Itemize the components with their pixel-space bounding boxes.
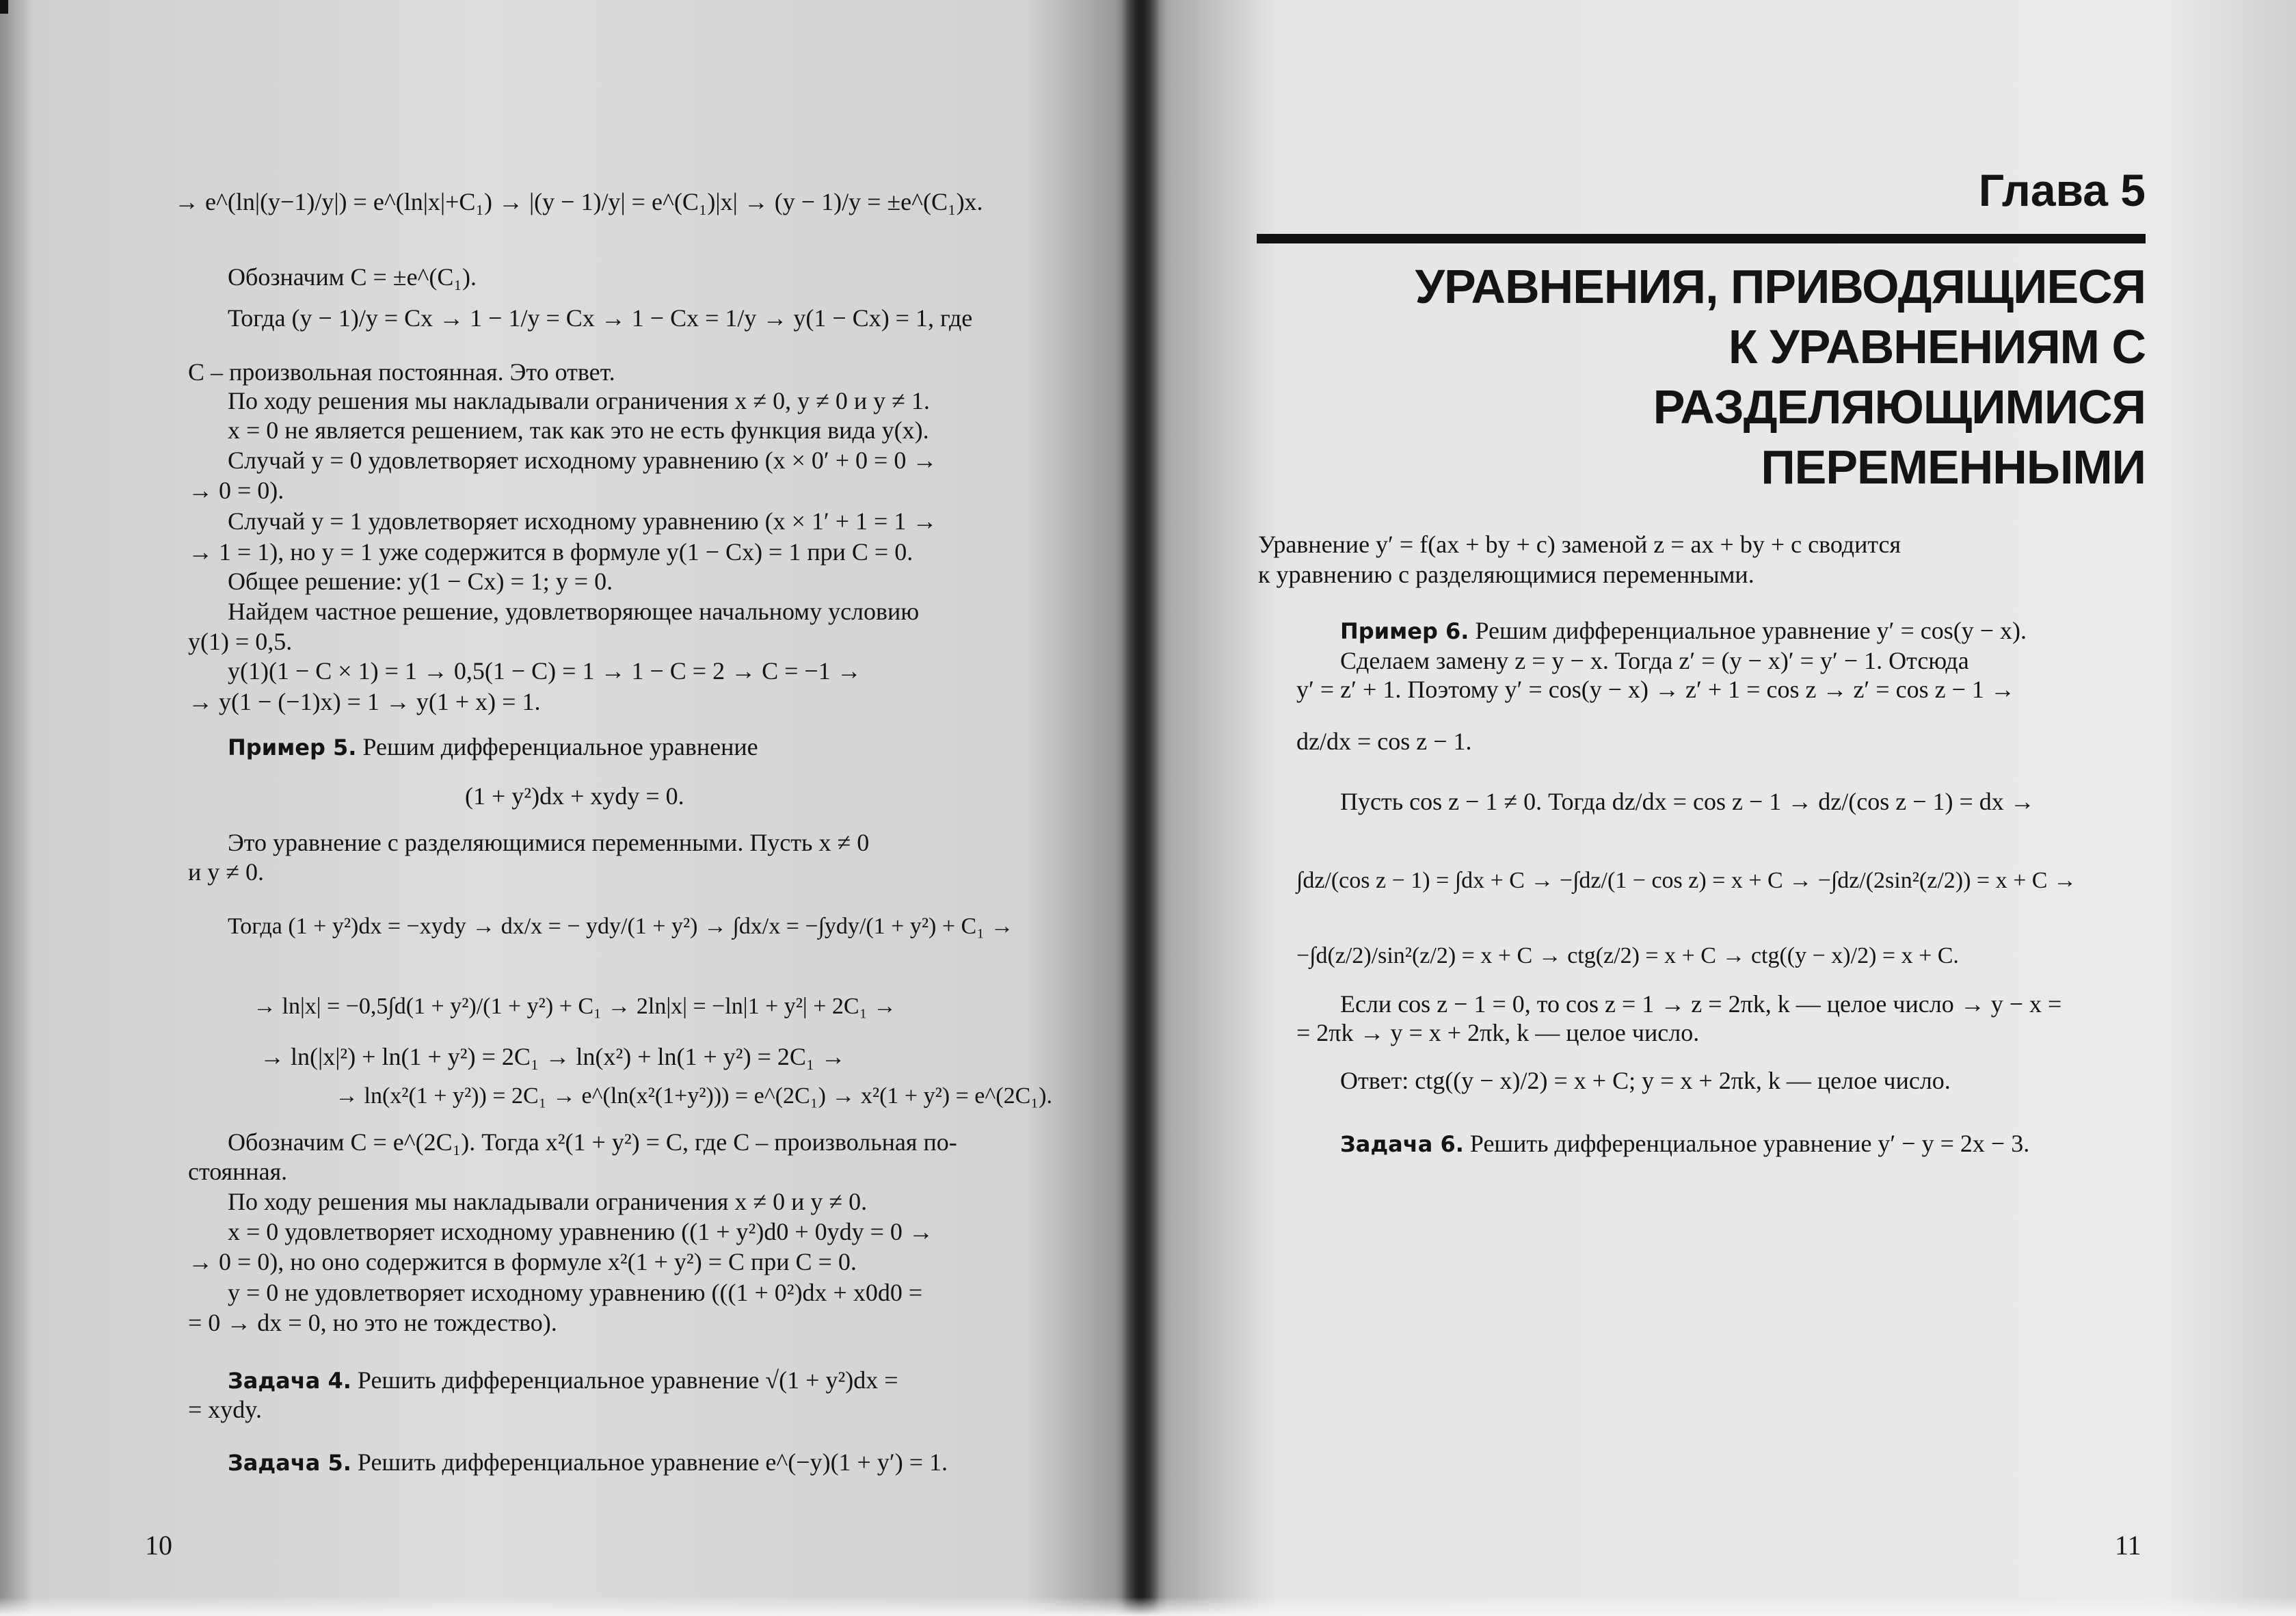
equation-line: → ln(x²(1 + y²)) = 2C₁ → e^(ln(x²(1+y²))) = e^(2C₁) → x²(1 + y²) = e^(2C₁). [335, 1083, 1052, 1109]
task-4 [228, 1366, 898, 1394]
text-line: x = 0 удовлетворяет исходному уравнению ((1 + y²)d0 + 0ydy = 0 → [228, 1218, 933, 1245]
task-4-label: Задача 4. [228, 1368, 351, 1394]
text-line: = 2πk → y = x + 2πk, k — целое число. [1296, 1019, 1700, 1046]
text-line: и y ≠ 0. [188, 858, 265, 886]
example-5-text: Решим дифференциальное уравнение [362, 733, 758, 760]
equation-line: Тогда (1 + y²)dx = −xydy → dx/x = − ydy/(1 + y²) → ∫dx/x = −∫ydy/(1 + y²) + C₁ → [228, 914, 1014, 939]
text-line: → y(1 − (−1)x) = 1 → y(1 + x) = 1. [188, 688, 541, 715]
text-line: к уравнению с разделяющимися переменными. [1258, 561, 1754, 588]
equation-line: → ln(|x|²) + ln(1 + y²) = 2C₁ → ln(x²) + ln(1 + y²) = 2C₁ → [260, 1043, 846, 1070]
text-line: Сделаем замену z = y − x. Тогда z′ = (y − x)′ = y′ − 1. Отсюда [1340, 647, 1969, 674]
chapter-rule [1257, 234, 2146, 243]
left-page [0, 0, 1140, 1616]
text-line: → 1 = 1), но y = 1 уже содержится в формуле y(1 − Cx) = 1 при C = 0. [188, 538, 913, 566]
text-line: = 0 → dx = 0, но это не тождество). [188, 1309, 557, 1336]
text-line: Случай y = 1 удовлетворяет исходному уравнению (x × 1′ + 1 = 1 → [228, 507, 937, 535]
task-5 [228, 1448, 948, 1476]
equation-line: (1 + y²)dx + xydy = 0. [465, 782, 684, 810]
text-line: y′ = z′ + 1. Поэтому y′ = cos(y − x) → z′ + 1 = cos z → z′ = cos z − 1 → [1296, 676, 2015, 703]
equation-line: −∫d(z/2)/sin²(z/2) = x + C → ctg(z/2) = x + C → ctg((y − x)/2) = x + C. [1296, 943, 1959, 968]
text-line: y(1)(1 − C × 1) = 1 → 0,5(1 − C) = 1 → 1 − C = 2 → C = −1 → [228, 657, 862, 685]
chapter-title-line: ПЕРЕМЕННЫМИ [1761, 440, 2146, 494]
equation-line: → ln|x| = −0,5∫d(1 + y²)/(1 + y²) + C₁ → 2ln|x| = −ln|1 + y²| + 2C₁ → [253, 994, 896, 1019]
text-line: Уравнение y′ = f(ax + by + c) заменой z = ax + by + c сводится [1258, 531, 1901, 558]
example-6-heading [1340, 617, 2027, 645]
text-line: → 0 = 0), но оно содержится в формуле x²(1 + y²) = C при C = 0. [188, 1248, 857, 1275]
text-line: Найдем частное решение, удовлетворяющее начальному условию [228, 598, 920, 625]
chapter-title [1243, 256, 2146, 497]
example-6-label: Пример 6. [1340, 618, 1469, 644]
text-line: Это уравнение с разделяющимися переменными. Пусть x ≠ 0 [228, 829, 870, 856]
chapter-label: Глава 5 [1978, 165, 2146, 215]
text-line: Общее решение: y(1 − Cx) = 1; y = 0. [228, 568, 613, 595]
task-5-text: Решить дифференциальное уравнение e^(−y)(1 + y′) = 1. [357, 1448, 948, 1476]
text-line: стоянная. [188, 1158, 288, 1185]
text-line: По ходу решения мы накладывали ограничения x ≠ 0 и y ≠ 0. [228, 1188, 868, 1215]
task-6-text: Решить дифференциальное уравнение y′ − y = 2x − 3. [1469, 1130, 2030, 1157]
page-number: 10 [145, 1530, 172, 1561]
page-number: 11 [2115, 1530, 2141, 1561]
scan-corner-mark [0, 0, 8, 14]
equation-line: dz/dx = cos z − 1. [1296, 728, 1472, 755]
example-5-heading [228, 733, 758, 761]
text-line: x = 0 не является решением, так как это не есть функция вида y(x). [228, 416, 929, 444]
text-line: → 0 = 0). [188, 477, 284, 504]
example-6-text: Решим дифференциальное уравнение y′ = cos(y − x). [1475, 617, 2027, 644]
task-6 [1340, 1130, 2029, 1158]
page-bottom-edge [0, 1597, 2296, 1616]
answer-line: Ответ: ctg((y − x)/2) = x + C; y = x + 2πk, k — целое число. [1340, 1067, 1951, 1094]
example-5-label: Пример 5. [228, 734, 357, 760]
text-line: y(1) = 0,5. [188, 628, 293, 655]
text-line: Обозначим C = ±e^(C₁). [228, 263, 477, 291]
chapter-title-line: К УРАВНЕНИЯМ С РАЗДЕЛЯЮЩИМИСЯ [1653, 320, 2146, 434]
task-5-label: Задача 5. [228, 1450, 351, 1476]
book-gutter [1121, 0, 1160, 1616]
right-page [1140, 0, 2296, 1616]
task-6-label: Задача 6. [1340, 1131, 1464, 1157]
text-line: Случай y = 0 удовлетворяет исходному уравнению (x × 0′ + 0 = 0 → [228, 447, 937, 474]
text-line: Тогда (y − 1)/y = Cx → 1 − 1/y = Cx → 1 − Cx = 1/y → y(1 − Cx) = 1, где [228, 304, 973, 332]
text-line: По ходу решения мы накладывали ограничения x ≠ 0, y ≠ 0 и y ≠ 1. [228, 387, 930, 414]
text-line: = xydy. [188, 1396, 262, 1423]
task-4-text: Решить дифференциальное уравнение √(1 + y²)dx = [357, 1366, 898, 1394]
equation-line: Пусть cos z − 1 ≠ 0. Тогда dz/dx = cos z − 1 → dz/(cos z − 1) = dx → [1340, 788, 2035, 815]
text-line: C – произвольная постоянная. Это ответ. [188, 358, 615, 386]
text-line: y = 0 не удовлетворяет исходному уравнению (((1 + 0²)dx + x0d0 = [228, 1279, 923, 1306]
text-line: Если cos z − 1 = 0, то cos z = 1 → z = 2πk, k — целое число → y − x = [1340, 990, 2062, 1018]
text-line: Обозначим C = e^(2C₁). Тогда x²(1 + y²) = C, где C – произвольная по- [228, 1128, 957, 1156]
chapter-title-line: УРАВНЕНИЯ, ПРИВОДЯЩИЕСЯ [1415, 260, 2146, 313]
equation-line: ∫dz/(cos z − 1) = ∫dx + C → −∫dz/(1 − cos z) = x + C → −∫dz/(2sin²(z/2)) = x + C → [1296, 868, 2077, 893]
text-line: → e^(ln|(y−1)/y|) = e^(ln|x|+C₁) → |(y − 1)/y| = e^(C₁)|x| → (y − 1)/y = ±e^(C₁)x. [174, 188, 983, 215]
